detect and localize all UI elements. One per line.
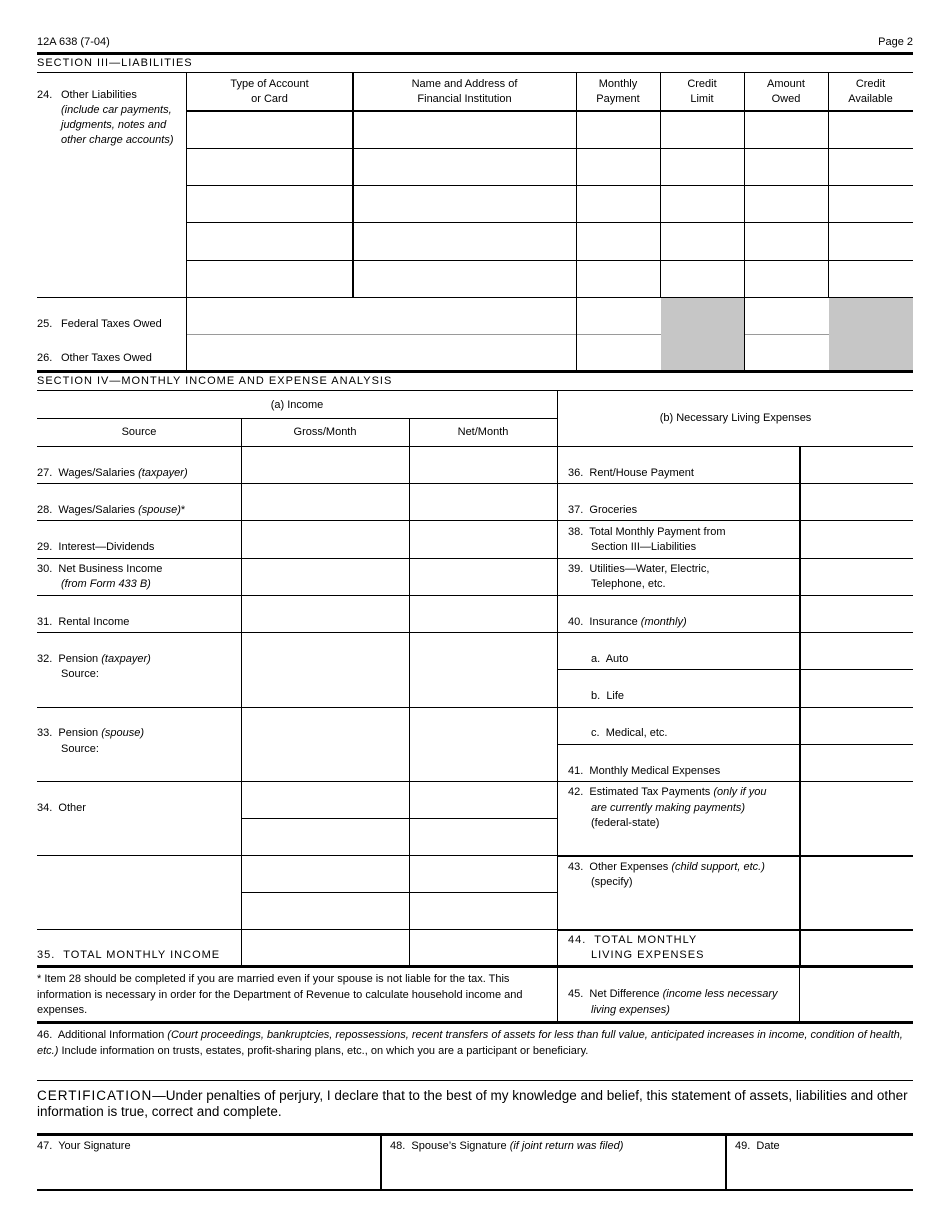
other-income-net-4[interactable] [410,893,557,929]
section-4-title: SECTION IV—MONTHLY INCOME AND EXPENSE ANALYSIS [37,375,393,387]
business-income-gross[interactable] [242,559,409,595]
federal-taxes-details[interactable] [187,298,576,334]
liability-limit-1[interactable] [661,112,744,148]
liability-owed-5[interactable] [745,261,828,297]
item-40c: c. Medical, etc. [591,727,668,739]
liability-payment-2[interactable] [577,149,660,185]
item-45-note: living expenses) [591,1004,670,1016]
signature-top-rule [37,1133,913,1136]
utilities-amount[interactable] [801,559,913,595]
business-income-net[interactable] [410,559,557,595]
grid-line [557,391,558,1021]
item-43-line2: (specify) [591,876,633,888]
date-field[interactable] [728,1155,913,1188]
other-income-source-3[interactable] [37,856,241,929]
page-number: Page 2 [878,36,913,48]
item-44-line2: LIVING EXPENSES [591,949,705,961]
rental-income-net[interactable] [410,596,557,632]
other-taxes-owed[interactable] [745,335,828,370]
liability-type-2[interactable] [187,149,352,185]
item-25-num: 25. [37,318,53,330]
grid-line [380,1136,382,1190]
liability-payment-5[interactable] [577,261,660,297]
liability-institution-4[interactable] [354,223,576,260]
item-26-label: Other Taxes Owed [61,352,152,364]
pension-spouse-net[interactable] [410,708,557,781]
liability-payment-1[interactable] [577,112,660,148]
spouse-signature-field[interactable] [383,1155,724,1188]
liability-available-1[interactable] [829,112,913,148]
insurance-amount[interactable] [801,596,913,632]
income-heading: (a) Income [270,399,324,411]
rental-income-gross[interactable] [242,596,409,632]
groceries-amount[interactable] [801,484,913,520]
col-source: Source [121,426,157,438]
other-income-gross-3[interactable] [242,856,409,892]
item-36: 36. Rent/House Payment [568,467,694,479]
shaded-credit-available [829,298,913,370]
liability-available-2[interactable] [829,149,913,185]
item-42: 42. Estimated Tax Payments (only if you [568,786,767,798]
interest-net[interactable] [410,521,557,558]
col-credit-available: Credit Available [848,78,893,105]
col-monthly-payment: Monthly Payment [596,78,640,105]
item-37: 37. Groceries [568,504,638,516]
item-49: 49. Date [735,1140,780,1152]
liability-owed-1[interactable] [745,112,828,148]
col-gross-month: Gross/Month [293,426,357,438]
item-42-line3: (federal-state) [591,817,660,829]
col-financial-institution: Name and Address of Financial Institution [411,78,518,105]
liability-limit-5[interactable] [661,261,744,297]
insurance-medical-amount[interactable] [801,708,913,744]
pension-taxpayer-net[interactable] [410,633,557,707]
liability-available-3[interactable] [829,186,913,222]
expenses-heading: (b) Necessary Living Expenses [659,412,812,424]
interest-gross[interactable] [242,521,409,558]
other-taxes-payment[interactable] [577,335,660,370]
section-3-rule [37,72,913,73]
item-40: 40. Insurance (monthly) [568,616,687,628]
liability-limit-2[interactable] [661,149,744,185]
certification-top-rule [37,1080,913,1081]
liability-payment-4[interactable] [577,223,660,260]
liabilities-payment-amount[interactable] [801,521,913,558]
grid-line [799,968,800,1021]
item-33-source: Source: [61,743,99,755]
liability-limit-4[interactable] [661,223,744,260]
item-27: 27. Wages/Salaries (taxpayer) [37,467,188,479]
federal-taxes-payment[interactable] [577,298,660,334]
your-signature-field[interactable] [37,1155,379,1188]
item-35: 35. TOTAL MONTHLY INCOME [37,949,221,961]
other-income-gross-2[interactable] [242,819,409,855]
item-32: 32. Pension (taxpayer) [37,653,151,665]
section-4-rule [37,390,913,391]
liability-available-4[interactable] [829,223,913,260]
other-income-net-3[interactable] [410,856,557,892]
section-3-bottom-rule [37,370,913,373]
liability-available-5[interactable] [829,261,913,297]
insurance-auto-amount[interactable] [801,633,913,669]
wages-spouse-gross[interactable] [242,484,409,520]
form-id: 12A 638 (7-04) [37,36,110,48]
item-34: 34. Other [37,802,86,814]
item-39: 39. Utilities—Water, Electric, [568,563,710,575]
liability-type-3[interactable] [187,186,352,222]
item-42-note: are currently making payments) [591,802,746,814]
other-income-net-2[interactable] [410,819,557,855]
pension-spouse-gross[interactable] [242,708,409,781]
other-income-gross-1[interactable] [242,782,409,818]
item-43: 43. Other Expenses (child support, etc.) [568,861,765,873]
item-41: 41. Monthly Medical Expenses [568,765,721,777]
total-income-gross[interactable] [242,930,409,965]
shaded-credit-limit [661,298,744,370]
liability-owed-2[interactable] [745,149,828,185]
col-credit-limit: Credit Limit [687,78,717,105]
item-24-note: (include car payments, judgments, notes and other charge accounts) [61,104,174,146]
item-46: 46. Additional Information (Court proceedings, bankruptcies, repossessions, recent transfers of assets for less than full value, anticipated increases in income, condition of health, etc.) Include information on trusts, estates, profit-sharing plans, etc., on which you are a participant or beneficiary. [37,1029,903,1057]
liability-institution-3[interactable] [354,186,576,222]
item-26-num: 26. [37,352,53,364]
rent-amount[interactable] [801,447,913,483]
additional-information-field[interactable] [37,1060,913,1080]
item-30: 30. Net Business Income [37,563,163,575]
medical-expenses-amount[interactable] [801,745,913,781]
liability-type-5[interactable] [187,261,352,297]
item-39-line2: Telephone, etc. [591,578,666,590]
item-38-line2: Section III—Liabilities [591,541,697,553]
item-40b: b. Life [591,690,625,702]
liability-type-4[interactable] [187,223,352,260]
certification-text: CERTIFICATION—Under penalties of perjury, I declare that to the best of my knowledge and belief, this statement of assets, liabilities and other information is true, correct and complete. [37,1088,908,1119]
liability-payment-3[interactable] [577,186,660,222]
item-32-source: Source: [61,668,99,680]
item-28: 28. Wages/Salaries (spouse)* [37,504,186,516]
liability-owed-3[interactable] [745,186,828,222]
liability-type-1[interactable] [187,112,352,148]
col-type-account: Type of Account or Card [230,78,309,105]
item-45: 45. Net Difference (income less necessary [568,988,778,1000]
liability-institution-5[interactable] [354,261,576,297]
top-rule [37,52,913,55]
net-difference-amount[interactable] [801,969,913,1021]
item-47: 47. Your Signature [37,1140,131,1152]
item-40a: a. Auto [591,653,629,665]
item-31: 31. Rental Income [37,616,130,628]
grid-line [725,1136,727,1190]
item-30-note: (from Form 433 B) [61,578,151,590]
item-44: 44. TOTAL MONTHLY [568,934,698,946]
liability-institution-1[interactable] [354,112,576,148]
totals-rule [37,965,913,968]
col-net-month: Net/Month [457,426,509,438]
pension-taxpayer-gross[interactable] [242,633,409,707]
liability-institution-2[interactable] [354,149,576,185]
other-income-net-1[interactable] [410,782,557,818]
liability-limit-3[interactable] [661,186,744,222]
federal-taxes-owed[interactable] [745,298,828,334]
item-38: 38. Total Monthly Payment from [568,526,726,538]
col-amount-owed: Amount Owed [767,78,805,105]
item-24-num: 24. [37,89,53,101]
total-income-net[interactable] [410,930,557,965]
item-24-label: Other Liabilities [61,89,137,101]
footnote: * Item 28 should be completed if you are married even if your spouse is not liable for the tax. This information is necessary in order for the Department of Revenue to calculate household income and expenses. [37,973,523,1016]
liability-owed-4[interactable] [745,223,828,260]
item-29: 29. Interest—Dividends [37,541,155,553]
signature-bottom-rule [37,1189,913,1191]
item-48: 48. Spouse’s Signature (if joint return was filed) [390,1140,624,1152]
insurance-life-amount[interactable] [801,670,913,707]
section-3-title: SECTION III—LIABILITIES [37,57,193,69]
estimated-tax-amount[interactable] [801,782,913,855]
wages-taxpayer-net[interactable] [410,447,557,483]
item-25-label: Federal Taxes Owed [61,318,162,330]
other-expenses-amount[interactable] [801,857,913,929]
other-income-gross-4[interactable] [242,893,409,929]
wages-taxpayer-gross[interactable] [242,447,409,483]
wages-spouse-net[interactable] [410,484,557,520]
total-expenses-amount[interactable] [801,931,913,965]
grid-line [37,418,557,419]
item-33: 33. Pension (spouse) [37,727,145,739]
other-taxes-details[interactable] [187,335,576,370]
item-46-top-rule [37,1021,913,1024]
